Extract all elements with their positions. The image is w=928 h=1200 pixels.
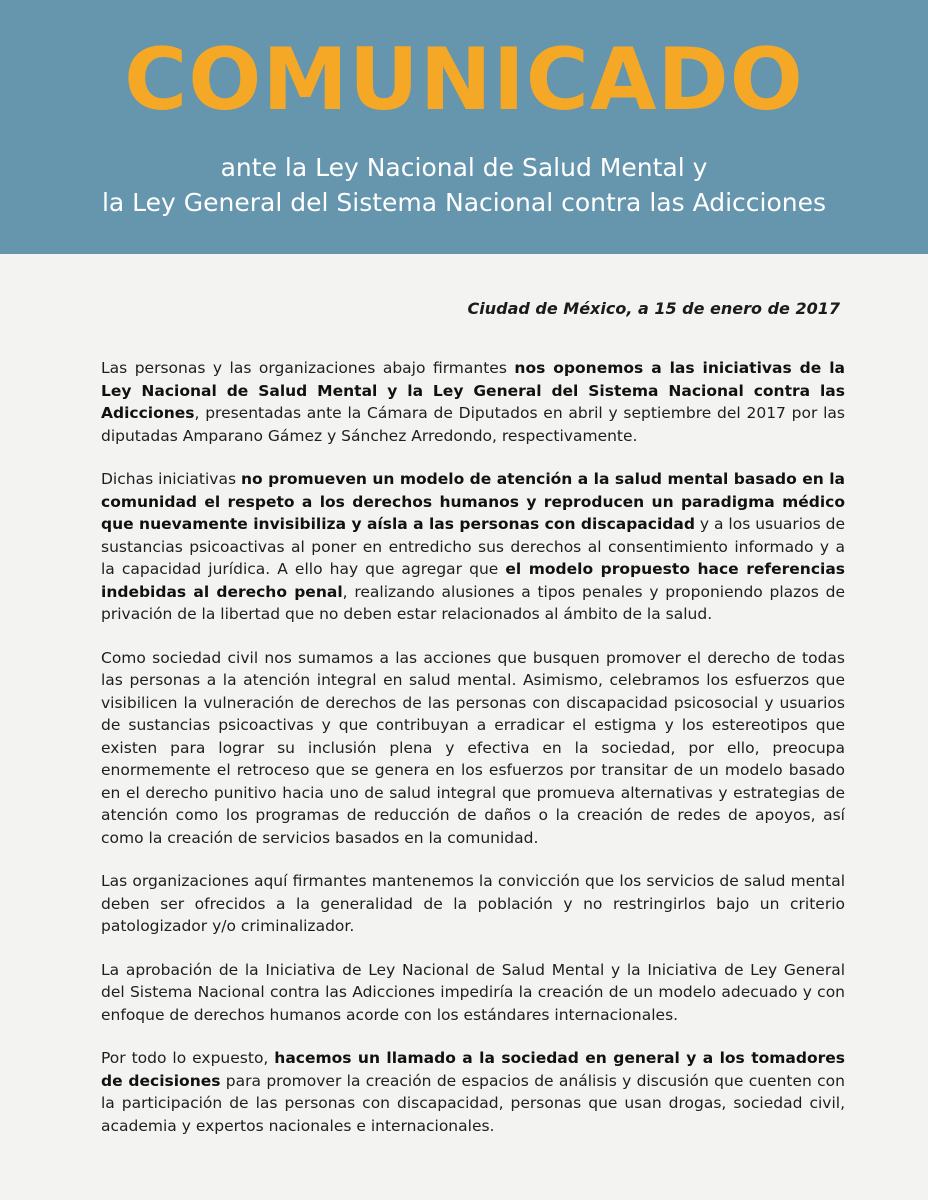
paragraph-1-text-c: , presentadas ante la Cámara de Diputados en abril y septiembre del 2017 por las diputadas Amparano Gámez y Sánchez Arredondo, respectivamente.: [101, 404, 845, 445]
paragraph-3: Como sociedad civil nos sumamos a las acciones que busquen promover el derecho de todas las personas a la atención integral en salud mental. Asimismo, celebramos los esfuerzos que visibilicen la vulneración de derechos de las personas con discapacidad psicosocial y usuarios de sustancias psicoactivas y que contribuyan a erradicar el estigma y los estereotipos que existen para lograr su inclusión plena y efectiva en la sociedad, por ello, preocupa enormemente el retroceso que se genera en los esfuerzos por transitar de un modelo basado en el derecho punitivo hacia uno de salud integral que promueva alternativas y estrategias de atención como los programas de reducción de daños o la creación de redes de apoyos, así como la creación de servicios basados en la comunidad.: [101, 648, 845, 847]
page-title: COMUNICADO: [124, 30, 804, 130]
paragraph-6: [101, 1047, 845, 1137]
paragraph-2-text-c: y a los usuarios de sustancias psicoactivas al poner en entredicho sus derechos al consentimiento informado y a la capacidad jurídica. A ello hay que agregar que: [101, 515, 845, 578]
paragraph-6-text-a: Por todo lo expuesto,: [101, 1049, 275, 1067]
paragraph-2-text-e: , realizando alusiones a tipos penales y proponiendo plazos de privación de la libertad que no deben estar relacionados al ámbito de la salud.: [101, 582, 845, 623]
paragraph-2-text-a: Dichas iniciativas: [101, 470, 242, 488]
paragraph-5: La aprobación de la Iniciativa de Ley Nacional de Salud Mental y la Iniciativa de Ley General del Sistema Nacional contra las Adicciones impediría la creación de un modelo adecuado y con enfoque de derechos humanos acorde con los estándares internacionales.: [101, 960, 845, 1024]
paragraph-4: Las organizaciones aquí firmantes mantenemos la convicción que los servicios de salud mental deben ser ofrecidos a la generalidad de la población y no restringirlos bajo un criterio patologizador y/o criminalizador.: [101, 872, 845, 935]
paragraph-6-text-c: para promover la creación de espacios de análisis y discusión que cuenten con la participación de las personas con discapacidad, personas que usan drogas, sociedad civil, academia y expertos nacionales e internacionales.: [101, 1071, 845, 1135]
subtitle-line-1: ante la Ley Nacional de Salud Mental y: [220, 153, 708, 182]
paragraph-2-bold-2: el modelo propuesto hace referencias indebidas al derecho penal: [101, 560, 846, 601]
subtitle-line-2: la Ley General del Sistema Nacional contra las Adicciones: [101, 188, 827, 217]
paragraph-2: [101, 468, 845, 626]
paragraph-1-text-a: Las personas y las organizaciones abajo firmantes: [101, 359, 515, 377]
body-text: [101, 357, 845, 1158]
page-subtitle: [0, 150, 928, 220]
paragraph-1-bold: nos oponemos a las iniciativas de la Ley Nacional de Salud Mental y la Ley General del Sistema Nacional contra las Adicciones: [101, 359, 845, 422]
header-banner: [0, 0, 928, 254]
date-line: Ciudad de México, a 15 de enero de 2017: [467, 299, 840, 318]
paragraph-6-bold: hacemos un llamado a la sociedad en general y a los tomadores de decisiones: [101, 1049, 845, 1090]
paragraph-1: [101, 357, 845, 447]
paragraph-2-bold-1: no promueven un modelo de atención a la salud mental basado en la comunidad el respeto a los derechos humanos y reproducen un paradigma médico que nuevamente invisibiliza y aísla a las personas con discapacidad: [101, 470, 845, 533]
